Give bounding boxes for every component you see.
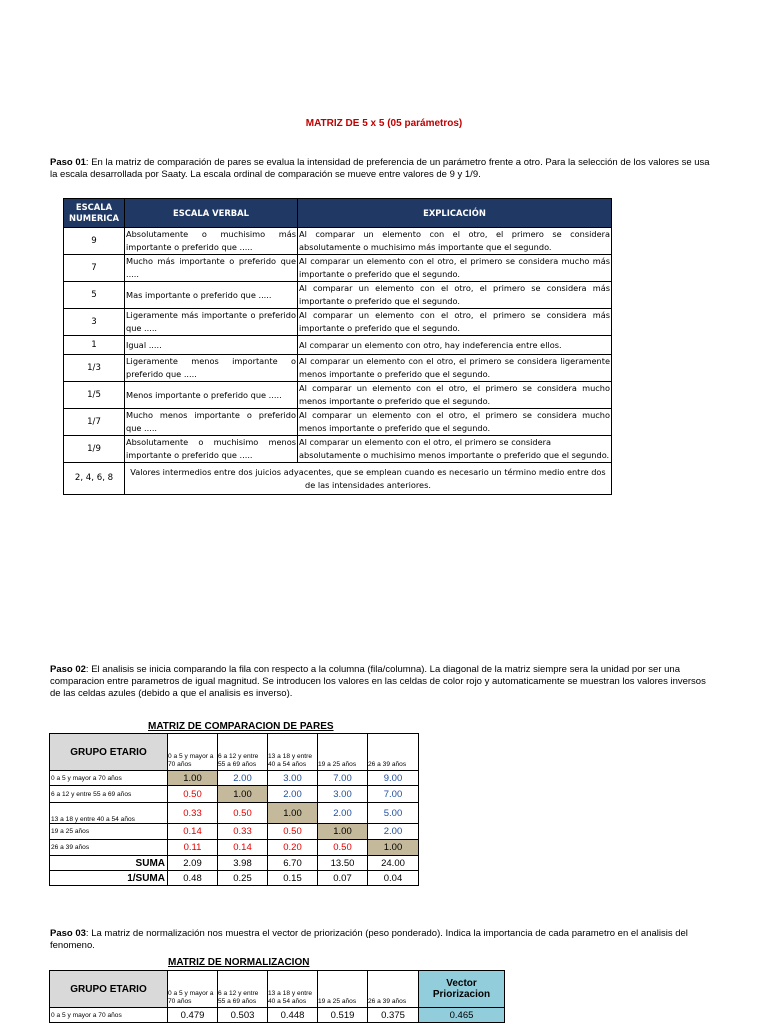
scale-number: 1/9 (64, 436, 125, 463)
inverse-cell: 2.00 (268, 786, 318, 803)
scale-number: 2, 4, 6, 8 (64, 463, 125, 495)
input-cell[interactable]: 0.20 (268, 840, 318, 856)
diagonal-cell: 1.00 (368, 840, 419, 856)
column-header: 13 a 18 y entre 40 a 54 años (268, 734, 318, 771)
saaty-row (64, 282, 612, 309)
input-cell[interactable]: 0.33 (218, 824, 268, 840)
scale-number: 7 (64, 255, 125, 282)
paso2-paragraph (50, 664, 715, 700)
column-header: 26 a 39 años (368, 734, 419, 771)
diagonal-cell: 1.00 (268, 803, 318, 824)
row-label: 13 a 18 y entre 40 a 54 años (50, 803, 168, 824)
inverse-cell: 2.00 (368, 824, 419, 840)
column-header: 6 a 12 y entre 55 a 69 años (218, 971, 268, 1008)
scale-explanation: Al comparar un elemento con el otro, el primero se considera mucho menos importante o preferido que el segundo. (298, 409, 612, 436)
input-cell[interactable]: 0.11 (168, 840, 218, 856)
scale-explanation: Al comparar un elemento con el otro, el primero se considera mucho más importante o preferido que el segundo. (298, 255, 612, 282)
scale-verbal: Mas importante o preferido que ..... (125, 282, 298, 309)
saaty-row (64, 436, 612, 463)
normalized-cell: 0.519 (318, 1008, 368, 1023)
scale-explanation: Al comparar un elemento con el otro, el primero se considera absolutamente o muchisimo más importante que el segundo. (298, 228, 612, 255)
paso2-text: : El analisis se inicia comparando la fila con respecto a la columna (fila/columna). La diagonal de la matriz siempre sera la unidad por ser una comparacion entre parametros de igual magnitud. Se introducen los valores en las celdas de color rojo y automaticamente se muestran los valores inversos de las celdas azules (debido a que el analisis es inverso). (50, 664, 706, 699)
saaty-row-intermediate (64, 463, 612, 495)
sum-cell: 3.98 (218, 856, 268, 871)
inverse-cell: 3.00 (268, 771, 318, 786)
diagonal-cell: 1.00 (218, 786, 268, 803)
saaty-header-row (64, 199, 612, 228)
input-cell[interactable]: 0.33 (168, 803, 218, 824)
scale-explanation: Al comparar un elemento con el otro, el primero se considera mucho menos importante o preferido que el segundo. (298, 382, 612, 409)
scale-verbal: Absolutamente o muchisimo menos importante o preferido que ..... (125, 436, 298, 463)
scale-explanation: Al comparar un elemento con el otro, el primero se considera más importante o preferido que el segundo. (298, 282, 612, 309)
matrix-row (50, 840, 419, 856)
sum-cell: 6.70 (268, 856, 318, 871)
row-label: 0 a 5 y mayor a 70 años (50, 771, 168, 786)
row-label: 0 a 5 y mayor a 70 años (50, 1008, 168, 1023)
scale-number: 5 (64, 282, 125, 309)
matrix-row (50, 824, 419, 840)
sum-row (50, 856, 419, 871)
inverse-sum-cell: 0.07 (318, 871, 368, 886)
inverse-sum-cell: 0.25 (218, 871, 268, 886)
column-header: 6 a 12 y entre 55 a 69 años (218, 734, 268, 771)
saaty-scale-table (63, 198, 612, 495)
scale-explanation: Al comparar un elemento con el otro, el primero se considera ligeramente menos importante o preferido que el segundo. (298, 355, 612, 382)
scale-number: 1 (64, 336, 125, 355)
paso1-text: : En la matriz de comparación de pares se evalua la intensidad de preferencia de un parámetro frente a otro. Para la selección de los valores se usa la escala desarrollada por Saaty. La escala ordinal de comparación se mueve entre valores de 9 y 1/9. (50, 157, 710, 180)
header-explicacion: EXPLICACIÓN (298, 199, 612, 228)
scale-number: 9 (64, 228, 125, 255)
normalization-matrix-title: MATRIZ DE NORMALIZACION (168, 957, 310, 968)
intermediate-values-text: Valores intermedios entre dos juicios adyacentes, que se emplean cuando es necesario un término medio entre dos de las intensidades anteriores. (125, 463, 612, 495)
input-cell[interactable]: 0.14 (168, 824, 218, 840)
inverse-cell: 2.00 (318, 803, 368, 824)
column-header: 19 a 25 años (318, 971, 368, 1008)
group-header: GRUPO ETARIO (50, 971, 168, 1008)
sum-cell: 13.50 (318, 856, 368, 871)
inverse-sum-row (50, 871, 419, 886)
vector-priorizacion-value: 0.465 (419, 1008, 505, 1023)
saaty-row (64, 228, 612, 255)
sum-label: SUMA (50, 856, 168, 871)
matrix-row (50, 1008, 505, 1023)
scale-number: 1/7 (64, 409, 125, 436)
inverse-cell: 3.00 (318, 786, 368, 803)
column-header: 0 a 5 y mayor a 70 años (168, 971, 218, 1008)
paso3-paragraph (50, 928, 715, 952)
inverse-sum-cell: 0.15 (268, 871, 318, 886)
scale-verbal: Ligeramente menos importante o preferido que ..... (125, 355, 298, 382)
saaty-row (64, 382, 612, 409)
inverse-cell: 7.00 (318, 771, 368, 786)
paso2-label: Paso 02 (50, 664, 86, 675)
inverse-sum-cell: 0.04 (368, 871, 419, 886)
inverse-cell: 9.00 (368, 771, 419, 786)
input-cell[interactable]: 0.50 (318, 840, 368, 856)
scale-explanation: Al comparar un elemento con el otro, el primero se considera más importante o preferido que el segundo. (298, 309, 612, 336)
vector-priorizacion-header: Vector Priorizacion (419, 971, 505, 1008)
normalized-cell: 0.375 (368, 1008, 419, 1023)
scale-number: 1/5 (64, 382, 125, 409)
matrix-header-row (50, 971, 505, 1008)
paso3-label: Paso 03 (50, 928, 86, 939)
inverse-sum-cell: 0.48 (168, 871, 218, 886)
row-label: 26 a 39 años (50, 840, 168, 856)
input-cell[interactable]: 0.50 (218, 803, 268, 824)
column-header: 19 a 25 años (318, 734, 368, 771)
paso1-paragraph (50, 157, 715, 181)
saaty-row (64, 309, 612, 336)
sum-cell: 2.09 (168, 856, 218, 871)
matrix-row (50, 786, 419, 803)
input-cell[interactable]: 0.50 (168, 786, 218, 803)
inverse-cell: 2.00 (218, 771, 268, 786)
input-cell[interactable]: 0.14 (218, 840, 268, 856)
column-header: 13 a 18 y entre 40 a 54 años (268, 971, 318, 1008)
saaty-row (64, 355, 612, 382)
scale-explanation-text: Al comparar un elemento con el otro, el primero se considera absolutamente o muchisimo menos importante o preferido que el segundo. (299, 437, 610, 460)
column-header: 26 a 39 años (368, 971, 419, 1008)
scale-verbal: Mucho menos importante o preferido que ..... (125, 409, 298, 436)
diagonal-cell: 1.00 (318, 824, 368, 840)
matrix-row (50, 803, 419, 824)
group-header: GRUPO ETARIO (50, 734, 168, 771)
scale-verbal: Absolutamente o muchisimo más importante o preferido que ..... (125, 228, 298, 255)
scale-number: 3 (64, 309, 125, 336)
sum-cell: 24.00 (368, 856, 419, 871)
saaty-row (64, 255, 612, 282)
page-title: MATRIZ DE 5 x 5 (05 parámetros) (305, 118, 463, 129)
scale-verbal: Menos importante o preferido que ..... (125, 382, 298, 409)
scale-verbal: Ligeramente más importante o preferido que ..... (125, 309, 298, 336)
diagonal-cell: 1.00 (168, 771, 218, 786)
normalized-cell: 0.503 (218, 1008, 268, 1023)
scale-number: 1/3 (64, 355, 125, 382)
saaty-row (64, 409, 612, 436)
input-cell[interactable]: 0.50 (268, 824, 318, 840)
matrix-row (50, 771, 419, 786)
normalized-cell: 0.448 (268, 1008, 318, 1023)
normalization-matrix (49, 970, 505, 1023)
header-escala-numerica: ESCALA NUMERICA (64, 199, 125, 228)
inverse-cell: 5.00 (368, 803, 419, 824)
scale-explanation: Al comparar un elemento con otro, hay indeferencia entre ellos. (298, 336, 612, 355)
column-header: 0 a 5 y mayor a 70 años (168, 734, 218, 771)
row-label: 19 a 25 años (50, 824, 168, 840)
pairwise-comparison-matrix (49, 733, 419, 886)
header-escala-verbal: ESCALA VERBAL (125, 199, 298, 228)
pairwise-matrix-title: MATRIZ DE COMPARACION DE PARES (148, 721, 334, 732)
paso1-label: Paso 01 (50, 157, 86, 168)
scale-explanation (298, 436, 612, 463)
matrix-header-row (50, 734, 419, 771)
row-label: 6 a 12 y entre 55 a 69 años (50, 786, 168, 803)
inverse-sum-label: 1/SUMA (50, 871, 168, 886)
saaty-row (64, 336, 612, 355)
scale-verbal: Igual ..... (125, 336, 298, 355)
inverse-cell: 7.00 (368, 786, 419, 803)
normalized-cell: 0.479 (168, 1008, 218, 1023)
scale-verbal: Mucho más importante o preferido que ..... (125, 255, 298, 282)
paso3-text: : La matriz de normalización nos muestra el vector de priorización (peso ponderado). Indica la importancia de cada parametro en el analisis del fenomeno. (50, 928, 688, 951)
